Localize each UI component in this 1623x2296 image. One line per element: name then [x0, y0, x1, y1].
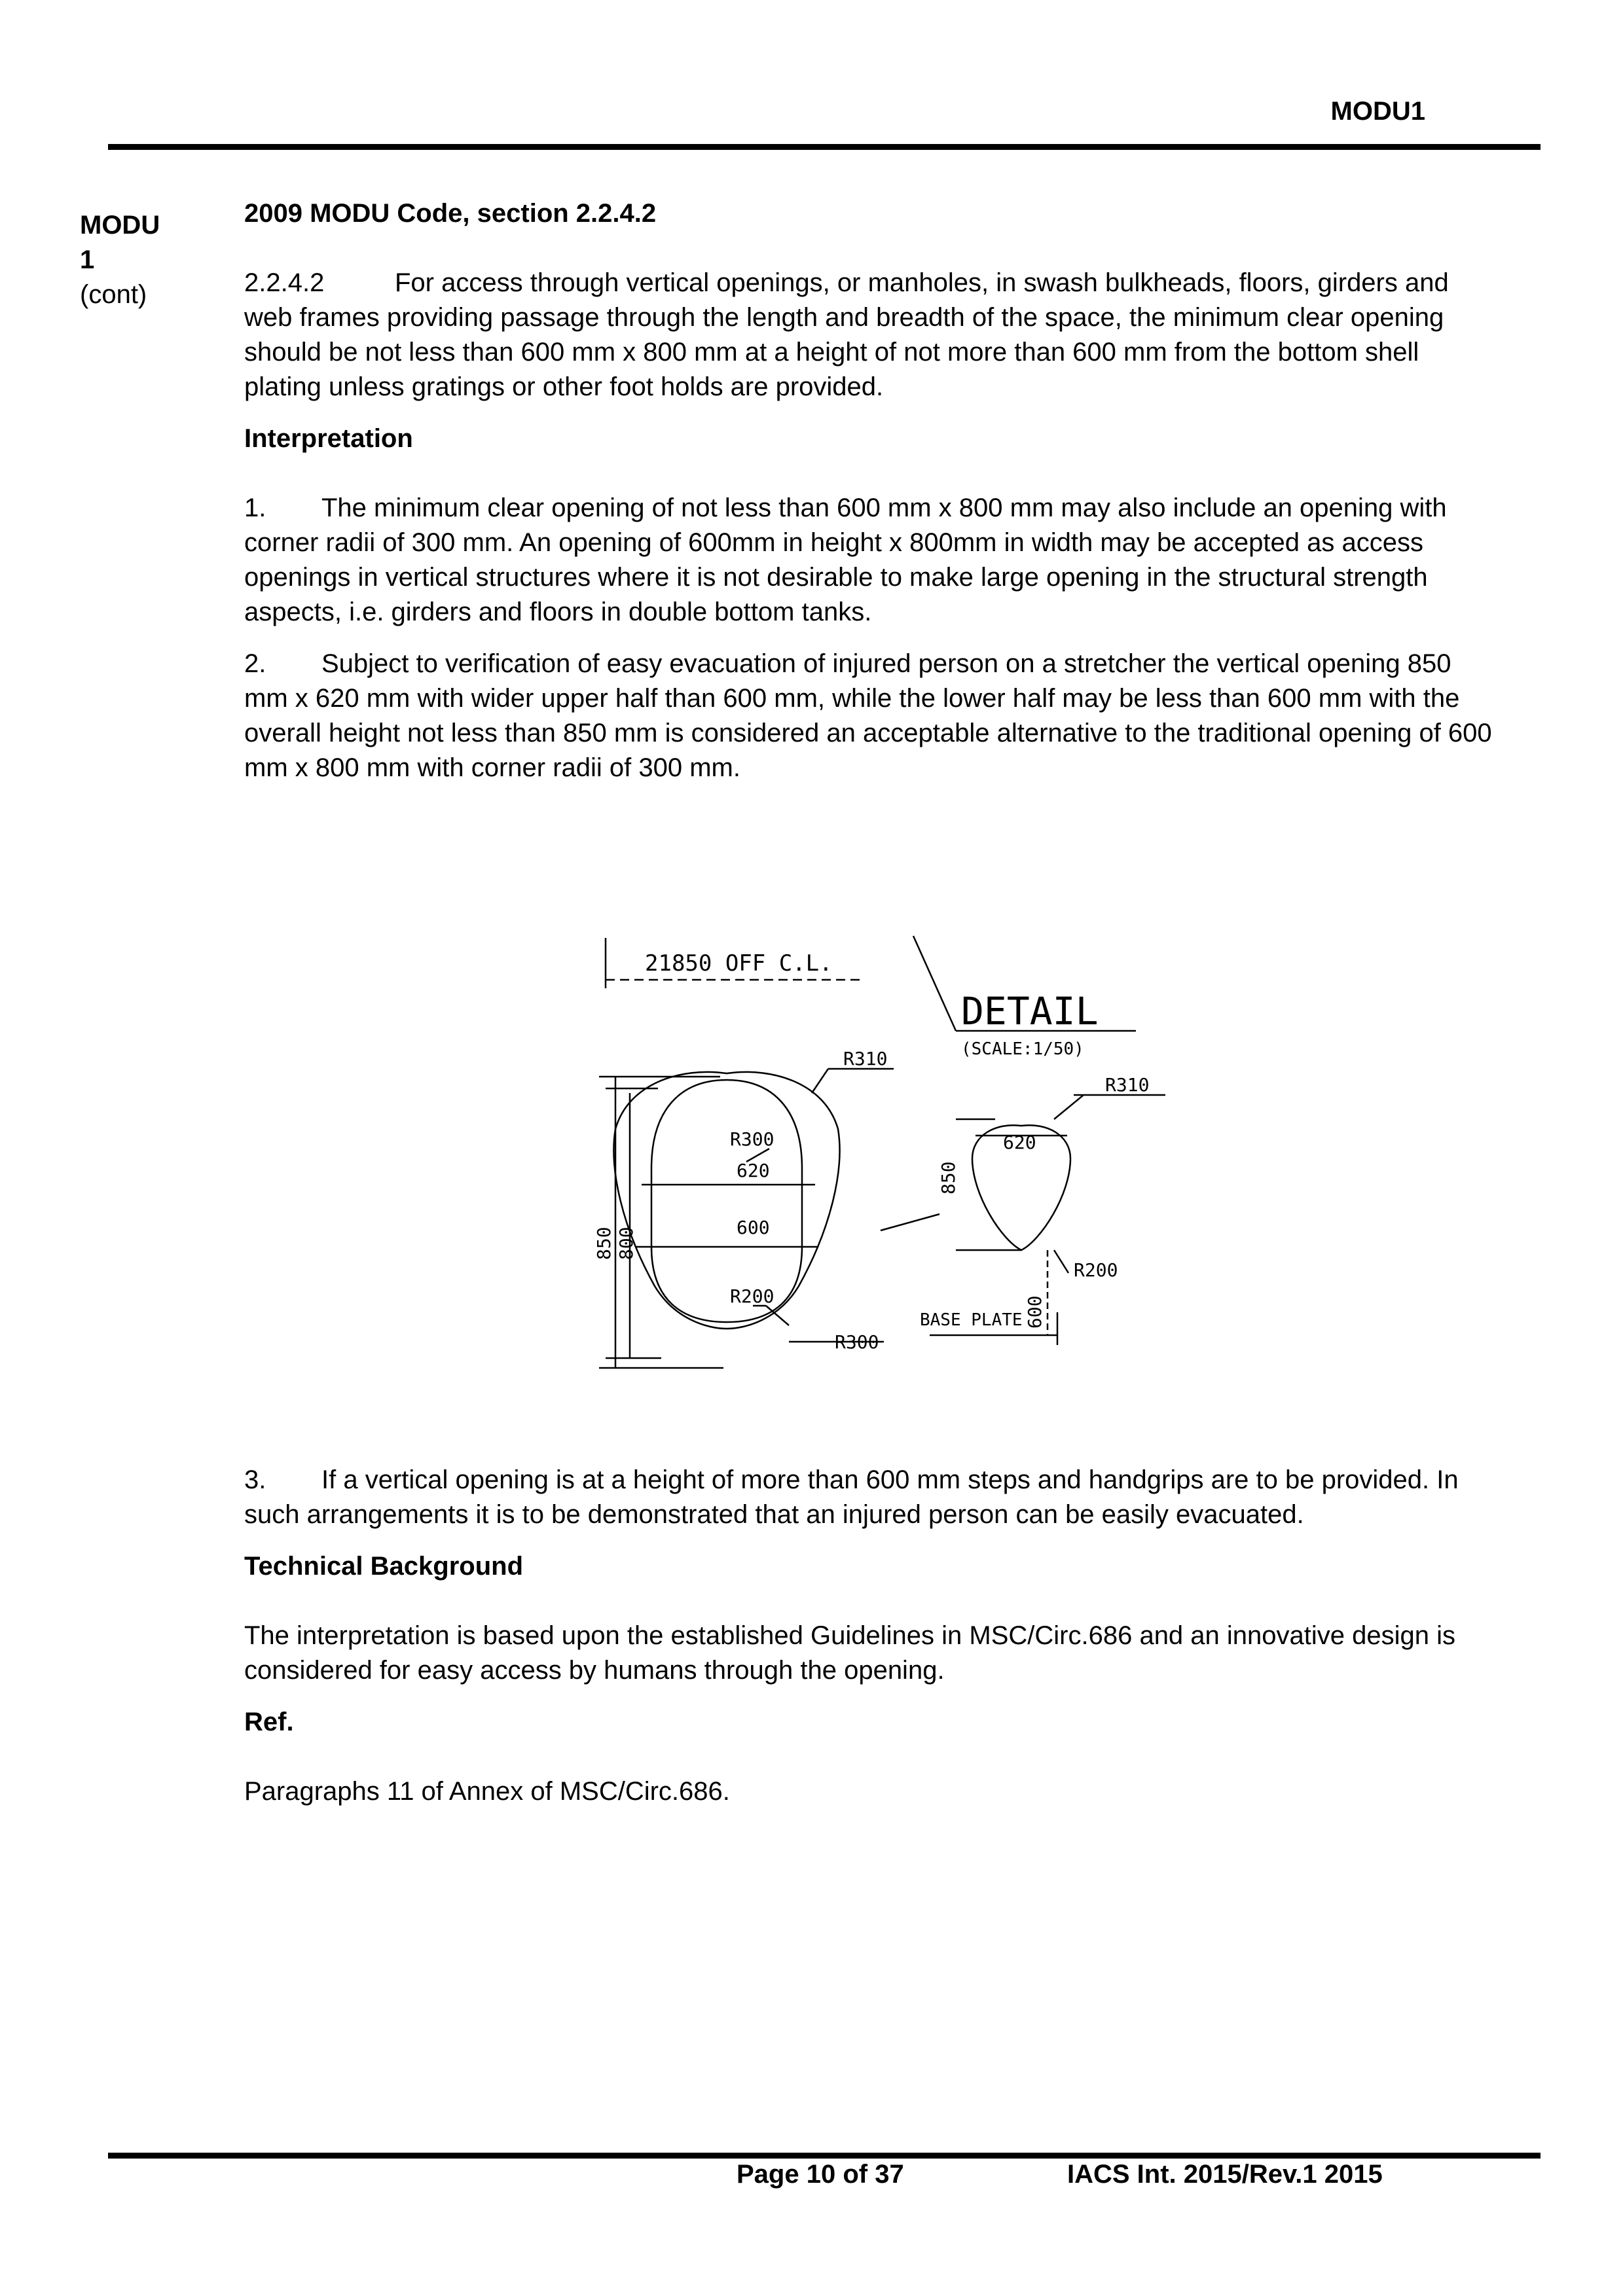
interpretation-heading: Interpretation	[244, 424, 413, 453]
footer-rule	[108, 2153, 1541, 2159]
label-600-vertical: 600	[1024, 1295, 1046, 1329]
section-title: 2009 MODU Code, section 2.2.4.2	[244, 199, 657, 228]
page-number: Page 10 of 37	[737, 2160, 904, 2189]
label-r300-top: R300	[730, 1128, 775, 1150]
label-850-left: 850	[593, 1227, 615, 1260]
clause-text: For access through vertical openings, or manholes, in swash bulkheads, floors, girders and web frames providing passage through the length and breadth of the space, the minimum clear opening should be not less than 600 mm x 800 mm at a height of not more than 600 mm from the bottom shell plating unless gratings or other foot holds are provided.	[244, 268, 1449, 401]
detail-title: DETAIL	[961, 989, 1099, 1033]
label-r310-left: R310	[843, 1048, 888, 1069]
technical-background-text: The interpretation is based upon the established Guidelines in MSC/Circ.686 and an innovative design is considered for easy access by humans through the opening.	[244, 1621, 1455, 1685]
interpretation-item-3	[244, 1463, 1501, 1532]
outer-opening-outline	[614, 1072, 840, 1329]
opening-detail-drawing	[537, 920, 1185, 1378]
interpretation-item-2	[244, 647, 1501, 785]
interpretation-item-1	[244, 491, 1501, 630]
side-label	[80, 208, 160, 312]
document-code: MODU1	[1330, 97, 1425, 126]
item-text: Subject to verification of easy evacuation of injured person on a stretcher the vertical opening 850 mm x 620 mm with wider upper half than 600 mm, while the lower half may be less than 600 mm with the overall height not less than 850 mm is considered an acceptable alternative to the traditional opening of 600 mm x 800 mm with corner radii of 300 mm.	[244, 649, 1492, 782]
clause-number: 2.2.4.2	[244, 268, 325, 297]
document-id: IACS Int. 2015/Rev.1 2015	[1067, 2160, 1383, 2189]
label-r300-bottom: R300	[835, 1331, 879, 1353]
item-number: 3.	[244, 1465, 266, 1494]
label-620-left: 620	[737, 1160, 770, 1181]
side-label-line1: MODU	[80, 211, 160, 240]
reference-text: Paragraphs 11 of Annex of MSC/Circ.686.	[244, 1777, 730, 1806]
label-850-right: 850	[938, 1161, 959, 1194]
side-label-line2: 1	[80, 245, 95, 274]
r310-right-leader	[1054, 1095, 1084, 1119]
header-rule	[108, 144, 1541, 150]
label-620-right: 620	[1003, 1132, 1036, 1153]
r310-leader	[812, 1069, 828, 1093]
reference-heading: Ref.	[244, 1708, 294, 1736]
inner-opening-outline	[651, 1080, 802, 1322]
clause-paragraph	[244, 266, 1501, 404]
scale-label: (SCALE:1/50)	[961, 1039, 1084, 1059]
label-600: 600	[737, 1217, 770, 1238]
r200-right-leader	[1054, 1250, 1068, 1273]
label-base-plate: BASE PLATE	[920, 1310, 1023, 1330]
item-number: 1.	[244, 493, 266, 522]
technical-background-heading: Technical Background	[244, 1552, 524, 1581]
view-connector-line	[881, 1214, 939, 1230]
item-number: 2.	[244, 649, 266, 678]
label-r200-right: R200	[1074, 1259, 1118, 1281]
offset-label: 21850 OFF C.L.	[645, 950, 833, 977]
item-text: If a vertical opening is at a height of more than 600 mm steps and handgrips are to be provided. In such arrangements it is to be demonstrated that an injured person can be easily evacuated.	[244, 1465, 1459, 1529]
label-r200-left: R200	[730, 1285, 775, 1307]
item-text: The minimum clear opening of not less than 600 mm x 800 mm may also include an opening with corner radii of 300 mm. An opening of 600mm in height x 800mm in width may be accepted as access openings in vertical structures where it is not desirable to make large opening in the structural strength aspects, i.e. girders and floors in double bottom tanks.	[244, 493, 1447, 626]
label-800: 800	[615, 1227, 637, 1260]
side-label-line3: (cont)	[80, 280, 147, 309]
label-r310-right: R310	[1105, 1074, 1150, 1096]
detail-leader-line	[913, 936, 956, 1031]
